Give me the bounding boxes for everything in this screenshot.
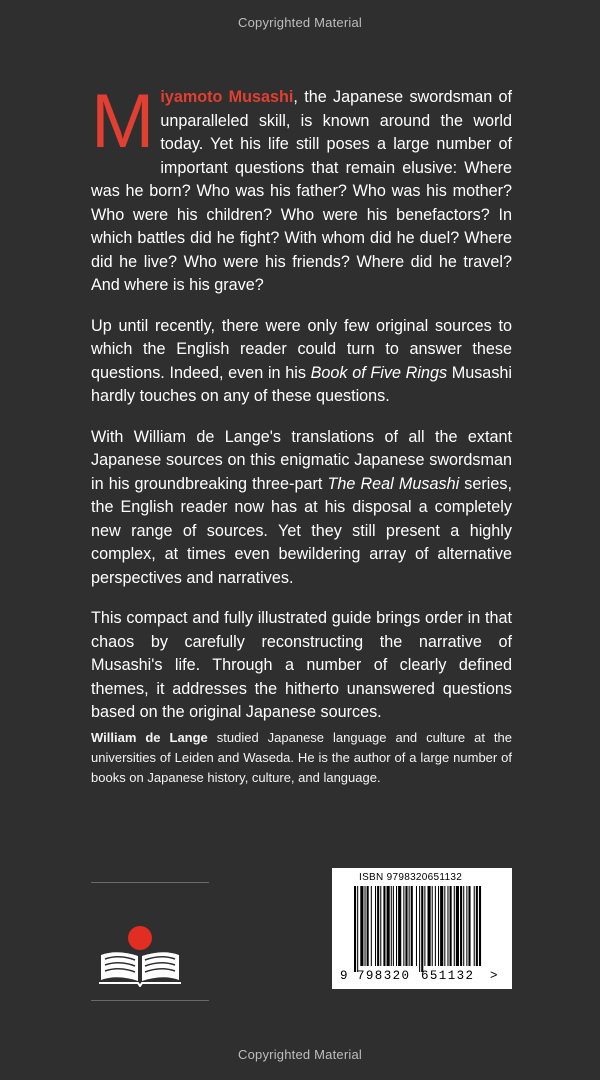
barcode-bar xyxy=(450,886,452,966)
publisher-logo xyxy=(97,925,183,987)
subject-name: iyamoto Musashi xyxy=(160,88,294,106)
barcode-bar xyxy=(474,886,475,966)
isbn-barcode xyxy=(332,868,512,989)
drop-cap: M xyxy=(91,79,155,164)
barcode-bar xyxy=(419,886,420,972)
barcode-bar xyxy=(371,886,372,966)
barcode-bar xyxy=(411,886,413,966)
barcode-bar xyxy=(476,886,478,966)
blurb-paragraph-2-text-a: Up until recently, there were only few original sources to which the English reader could turn to answer these questions. Indeed, even in his xyxy=(91,316,512,382)
watermark-bottom: Copyrighted Material xyxy=(238,1047,362,1062)
open-book-red-sun-icon xyxy=(97,925,183,987)
barcode-bar xyxy=(447,886,448,966)
blurb-paragraph-3-text-b: series, the English reader now has at his disposal a completely new range of sources. Yet they still present a highly complex, at times even bewildering array of alternative perspectives and narratives. xyxy=(91,474,512,587)
barcode-bar xyxy=(403,886,404,966)
author-bio xyxy=(91,728,512,788)
barcode-bar xyxy=(377,886,379,966)
blurb-paragraph-3 xyxy=(91,426,512,591)
barcode-arrow: > xyxy=(490,969,499,983)
barcode-bar xyxy=(435,886,436,966)
watermark-top: Copyrighted Material xyxy=(238,15,362,30)
barcode-digits-group-2: 651132 xyxy=(421,969,475,983)
blurb-paragraph-4: This compact and fully illustrated guide brings order in that chaos by carefully reconstructing the narrative of Musashi's life. Through a number of clearly defined themes, it addresses the hitherto unanswered questions based on the original Japanese sources. xyxy=(91,609,512,721)
blurb-paragraph-1 xyxy=(91,79,512,298)
barcode-bar xyxy=(463,886,464,966)
blurb xyxy=(91,79,513,742)
barcode-bar xyxy=(444,886,445,966)
author-bio-text: studied Japanese language and culture at the universities of Leiden and Waseda. He is the author of a large number of books on Japanese history, culture, and language. xyxy=(91,730,513,785)
barcode-bar xyxy=(387,886,390,966)
blurb-paragraph-1-text: , the Japanese swordsman of unparalleled skill, is known around the world today. Yet his life still poses a large number of important questions that remain elusive: Where was he born? Who was his father? Who was his mother? Who were his children? Who were his benefactors? In which battles did he fight? With whom did he duel? Where did he live? Who were his friends? Where did he travel? And where is his grave? xyxy=(91,88,512,294)
barcode-bar xyxy=(396,886,397,966)
barcode-bar xyxy=(391,886,392,966)
barcode-bar xyxy=(398,886,401,966)
blurb-paragraph-2-text-b: Musashi hardly touches on any of these questions. xyxy=(91,363,513,405)
barcode-bar xyxy=(354,886,356,972)
barcode-bar xyxy=(466,886,467,966)
barcode-bar xyxy=(360,886,363,966)
barcode-bar xyxy=(432,886,433,966)
barcode-bar xyxy=(380,886,381,966)
author-name: William de Lange xyxy=(91,730,208,745)
barcode-bar xyxy=(405,886,407,966)
barcode-bar xyxy=(409,886,410,966)
barcode-bar xyxy=(479,886,481,966)
divider-top xyxy=(91,882,209,883)
barcode-bar xyxy=(438,886,439,966)
barcode-bar xyxy=(428,886,431,966)
barcode-bar xyxy=(416,886,417,966)
series-title-real-musashi: The Real Musashi xyxy=(327,474,460,493)
barcode-digit-first: 9 xyxy=(340,969,349,983)
book-title-five-rings: Book of Five Rings xyxy=(310,363,448,382)
barcode-bar xyxy=(383,886,385,966)
barcode-bar xyxy=(460,886,462,966)
barcode-digits-group-1: 798320 xyxy=(357,969,411,983)
barcode-bar xyxy=(421,886,423,972)
barcode-bar xyxy=(454,886,455,966)
isbn-label: ISBN 9798320651132 xyxy=(359,872,463,883)
barcode-bar xyxy=(375,886,376,966)
barcode-bar xyxy=(456,886,459,966)
barcode-bar xyxy=(357,886,358,972)
blurb-paragraph-2 xyxy=(91,315,512,409)
barcode-bar xyxy=(393,886,394,966)
barcode-bar xyxy=(440,886,443,966)
barcode-bar xyxy=(468,886,470,966)
barcode-bar xyxy=(367,886,369,966)
divider-bottom xyxy=(91,1000,209,1001)
blurb-paragraph-3-text-a: With William de Lange's translations of all the extant Japanese sources on this enigmatic Japanese swordsman in his groundbreaking three-part xyxy=(91,427,512,493)
barcode-bar xyxy=(424,886,425,966)
barcode-bar xyxy=(365,886,366,966)
